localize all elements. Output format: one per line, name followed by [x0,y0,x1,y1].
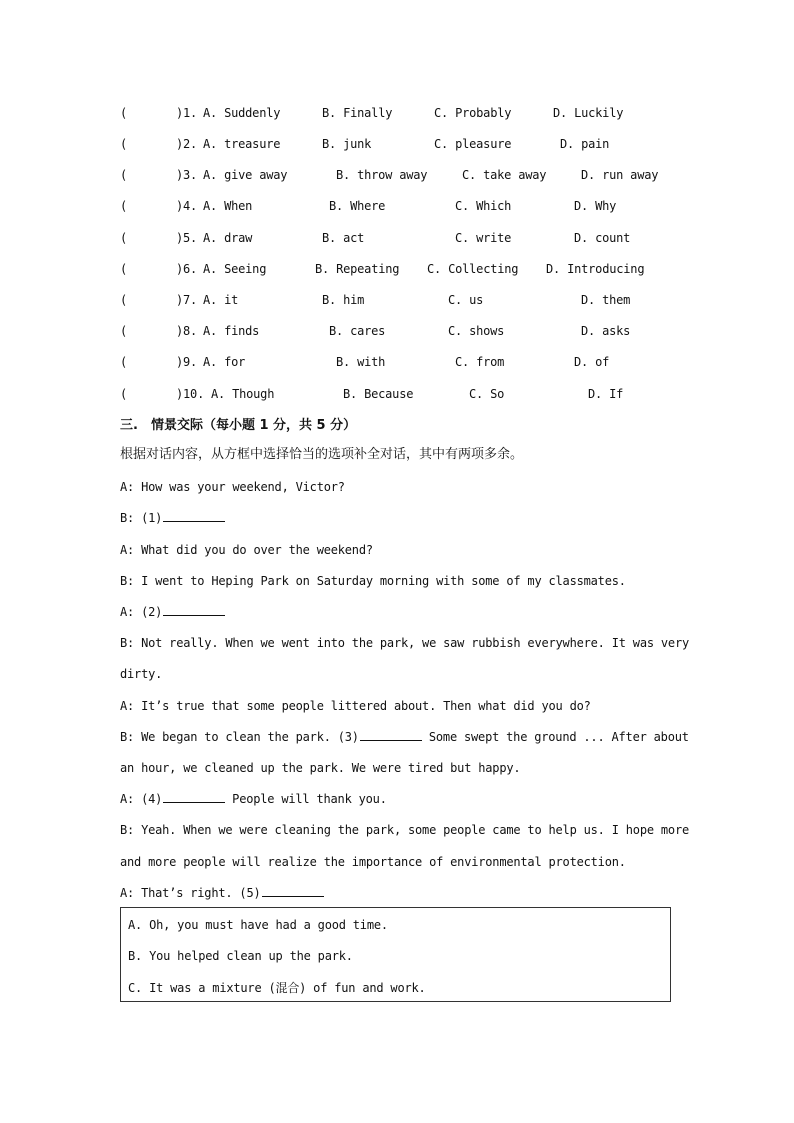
choice-b: B. Repeating [315,262,400,276]
choice-b: B. with [336,355,386,369]
choice-b: B. junk [322,137,372,151]
question-number: )5. [176,231,198,245]
question-row [120,291,680,309]
answer-paren[interactable]: ( [120,137,128,151]
dialogue-line-8a-pre: B: We began to clean the park. (3) [120,730,359,744]
answer-paren[interactable]: ( [120,324,128,338]
choice-c: C. pleasure [434,137,512,151]
dialogue-line-5-text: A: (2) [120,605,163,619]
choice-d: D. pain [560,137,610,151]
choice-b: B. Because [343,387,414,401]
question-number: )1. [176,106,198,120]
options-box [120,907,671,1002]
dialogue-line-11-text: A: That’s right. (5) [120,886,261,900]
answer-blank-2[interactable] [163,603,225,616]
question-row [120,229,680,247]
choice-a: A. treasure [203,137,281,151]
question-row [120,166,680,184]
choice-d: D. Introducing [546,262,645,276]
answer-paren[interactable]: ( [120,106,128,120]
dialogue-line-11 [120,884,324,902]
dialogue-line-7: A: It’s true that some people littered about. Then what did you do? [120,699,591,713]
choice-c: C. Probably [434,106,512,120]
dialogue-line-6a: B: Not really. When we went into the park, we saw rubbish everywhere. It was very [120,636,689,650]
choice-a: A. When [203,199,253,213]
choice-d: D. Why [574,199,617,213]
answer-blank-4[interactable] [163,790,225,803]
question-number: )3. [176,168,198,182]
question-number: )9. [176,355,198,369]
choice-c: C. from [455,355,505,369]
choice-a: A. Seeing [203,262,267,276]
answer-blank-5[interactable] [262,884,324,897]
answer-paren[interactable]: ( [120,387,128,401]
question-row [120,260,680,278]
question-row [120,385,680,403]
answer-paren[interactable]: ( [120,355,128,369]
choice-c: C. shows [448,324,505,338]
question-number: )7. [176,293,198,307]
choice-a: A. it [203,293,239,307]
choice-b: B. throw away [336,168,428,182]
dialogue-line-9-pre: A: (4) [120,792,163,806]
choice-c: C. take away [462,168,547,182]
question-row [120,135,680,153]
answer-blank-1[interactable] [163,509,225,522]
dialogue-line-2-text: B: (1) [120,511,163,525]
dialogue-line-9 [120,790,387,808]
option-a: A. Oh, you must have had a good time. [128,918,388,932]
choice-a: A. for [203,355,246,369]
choice-c: C. write [455,231,512,245]
answer-paren[interactable]: ( [120,231,128,245]
choice-d: D. run away [581,168,659,182]
question-number: )10. [176,387,205,401]
choice-a: A. finds [203,324,260,338]
question-row [120,353,680,371]
dialogue-line-8a-post: Some swept the ground ... After about [421,730,689,744]
choice-a: A. draw [203,231,253,245]
choice-d: D. If [588,387,624,401]
question-number: )8. [176,324,198,338]
choice-b: B. Finally [322,106,393,120]
choice-d: D. of [574,355,610,369]
section-title: 三. 情景交际（每小题 1 分，共 5 分） [120,418,357,433]
question-number: )6. [176,262,198,276]
dialogue-line-8a [120,728,689,746]
choice-d: D. count [574,231,631,245]
question-number: )4. [176,199,198,213]
dialogue-line-1: A: How was your weekend, Victor? [120,480,345,494]
dialogue-line-10b: and more people will realize the importance of environmental protection. [120,855,626,869]
answer-paren[interactable]: ( [120,199,128,213]
choice-d: D. them [581,293,631,307]
dialogue-line-10a: B: Yeah. When we were cleaning the park, some people came to help us. I hope more [120,823,689,837]
answer-paren[interactable]: ( [120,262,128,276]
question-row [120,104,680,122]
answer-blank-3[interactable] [360,728,422,741]
choice-a: A. Suddenly [203,106,281,120]
choice-b: B. him [322,293,365,307]
dialogue-line-8b: an hour, we cleaned up the park. We were tired but happy. [120,761,521,775]
choice-c: C. Which [455,199,512,213]
question-number: )2. [176,137,198,151]
choice-c: C. Collecting [427,262,519,276]
dialogue-line-5 [120,603,225,621]
choice-d: D. asks [581,324,631,338]
option-b: B. You helped clean up the park. [128,949,353,963]
dialogue-line-3: A: What did you do over the weekend? [120,543,373,557]
answer-paren[interactable]: ( [120,293,128,307]
answer-paren[interactable]: ( [120,168,128,182]
choice-a: A. Though [211,387,275,401]
choice-a: A. give away [203,168,288,182]
question-row [120,197,680,215]
dialogue-line-2 [120,509,225,527]
option-c: C. It was a mixture (混合) of fun and work. [128,981,426,995]
dialogue-line-4: B: I went to Heping Park on Saturday morning with some of my classmates. [120,574,626,588]
choice-d: D. Luckily [553,106,624,120]
dialogue-line-6b: dirty. [120,667,163,681]
choice-c: C. So [469,387,505,401]
section-instruction: 根据对话内容，从方框中选择恰当的选项补全对话，其中有两项多余。 [120,447,524,462]
choice-b: B. Where [329,199,386,213]
choice-b: B. cares [329,324,386,338]
question-row [120,322,680,340]
choice-c: C. us [448,293,484,307]
choice-b: B. act [322,231,365,245]
dialogue-line-9-post: People will thank you. [225,792,387,806]
